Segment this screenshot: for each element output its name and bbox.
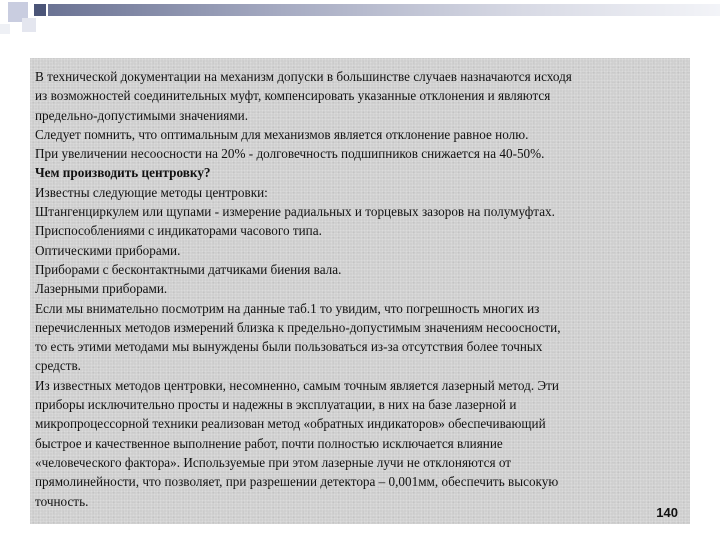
text-line: Приспособлениями с индикаторами часового типа. <box>35 223 322 239</box>
text-line: прямолинейности, что позволяет, при разрешении детектора – 0,001мм, обеспечить высокую <box>35 474 559 490</box>
text-line: Следует помнить, что оптимальным для механизмов является отклонение равное нолю. <box>35 126 529 142</box>
header-band <box>48 4 720 16</box>
text-line: средств. <box>35 358 81 374</box>
page-number: 140 <box>656 505 678 520</box>
text-line: Лазерными приборами. <box>35 281 168 297</box>
text-line: Если мы внимательно посмотрим на данные таб.1 то увидим, что погрешность многих из <box>35 300 540 316</box>
text-line: Оптическими приборами. <box>35 242 181 258</box>
slide-text-panel <box>30 58 690 524</box>
text-line: Приборами с бесконтактными датчиками биения вала. <box>35 261 342 277</box>
section-question: Чем производить центровку? <box>35 165 211 181</box>
decorative-square <box>22 18 36 32</box>
text-line: перечисленных методов измерений близка к предельно-допустимым значениям несоосности, <box>35 319 561 335</box>
text-line: В технической документации на механизм допуски в большинстве случаев назначаются исходя <box>35 69 572 84</box>
decorative-square <box>34 4 46 16</box>
decorative-square <box>0 24 10 34</box>
text-line: микропроцессорной техники реализован метод «обратных индикаторов» обеспечивающий <box>35 416 546 432</box>
text-line: быстрое и качественное выполнение работ, почти полностью исключается влияние <box>35 435 503 451</box>
text-line: Известны следующие методы центровки: <box>35 184 268 200</box>
text-line: Из известных методов центровки, несомненно, самым точным является лазерный метод. Эти <box>35 377 559 393</box>
text-line: то есть этими методами мы вынуждены были пользоваться из-за отсутствия более точных <box>35 339 543 355</box>
text-line: При увеличении несоосности на 20% - долговечность подшипников снижается на 40-50%. <box>35 146 545 162</box>
text-line: точность. <box>35 493 89 509</box>
text-line: Штангенциркулем или щупами - измерение радиальных и торцевых зазоров на полумуфтах. <box>35 204 555 220</box>
text-line: из возможностей соединительных муфт, компенсировать указанные отклонения и являются <box>35 88 551 104</box>
text-line: приборы исключительно просты и надежны в эксплуатации, в них на базе лазерной и <box>35 397 517 413</box>
text-line: предельно-допустимыми значениями. <box>35 107 249 123</box>
text-line: «человеческого фактора». Используемые при этом лазерные лучи не отклоняются от <box>35 454 512 470</box>
